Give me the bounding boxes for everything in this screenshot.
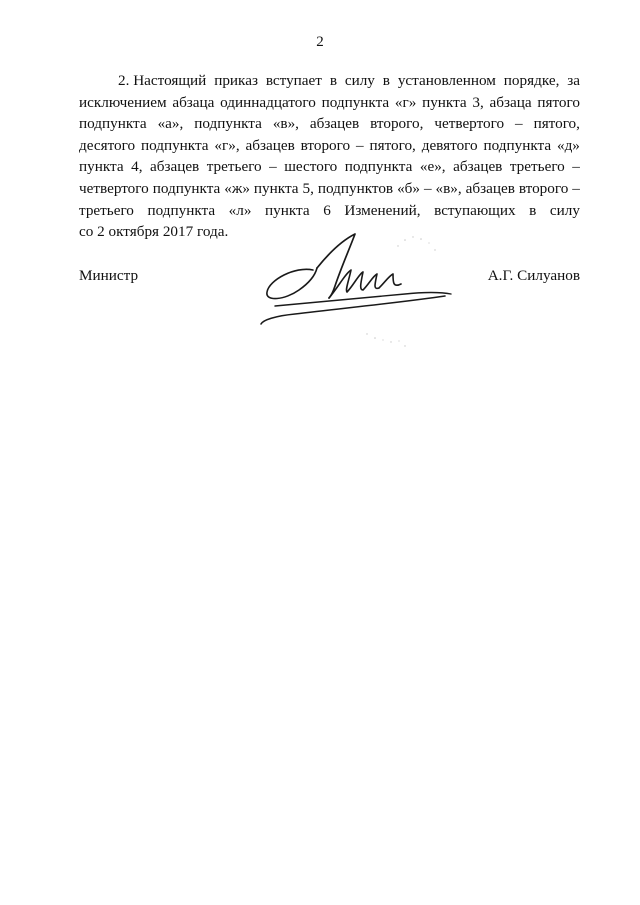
paragraph-word: подпункта — [147, 201, 216, 219]
handwritten-signature — [255, 228, 465, 358]
paragraph-word: силу — [344, 72, 375, 89]
paragraph-word: абзацев — [245, 136, 295, 154]
paragraph-line — [79, 135, 580, 157]
paragraph-word: десятого — [79, 136, 136, 154]
paragraph-word: 5, — [302, 179, 314, 197]
page-number: 2 — [316, 34, 324, 50]
paragraph-word: вступающих — [434, 201, 516, 219]
paragraph-word: 4, — [131, 158, 143, 176]
paragraph-word: порядке, — [503, 72, 560, 89]
paragraph-word: – — [572, 179, 580, 197]
paragraph-word: подпункта — [321, 93, 390, 111]
paragraph-last-line: со 2 октября 2017 года. — [79, 223, 229, 241]
paragraph-word: абзацев — [309, 115, 360, 133]
paragraph-word: 6 — [323, 201, 331, 219]
paragraph-word: третьего — [206, 158, 262, 176]
paragraph-word: – — [355, 136, 364, 154]
paragraph-word: третьего — [79, 201, 134, 219]
paragraph-word: абзацев — [465, 179, 515, 197]
paragraph-word: «д» — [556, 136, 580, 154]
stamp-trace — [366, 236, 435, 346]
paragraph-word: «л» — [228, 201, 252, 219]
paragraph-word: пятого, — [369, 136, 416, 154]
paragraph-line — [79, 200, 580, 222]
paragraph-word: приказ — [214, 72, 258, 89]
paragraph-word: подпункта — [152, 179, 221, 197]
paragraph-word: пятого, — [533, 115, 580, 133]
paragraph-word: – — [423, 179, 432, 197]
signatory-name: А.Г. Силуанов — [487, 267, 580, 284]
paragraph-word: подпункта — [194, 115, 262, 133]
paragraph-word: «в», — [435, 179, 462, 197]
paragraph-word: пункта — [422, 93, 467, 111]
paragraph-word: абзаца — [489, 93, 532, 111]
paragraph-word: «г», — [214, 136, 240, 154]
paragraph-word: установленном — [397, 72, 496, 89]
paragraph-word: пятого — [537, 93, 580, 111]
paragraph-word: шестого — [284, 158, 338, 176]
paragraph-word: «г» — [394, 93, 417, 111]
paragraph-word: абзаца — [172, 93, 215, 111]
paragraph-word: силу — [549, 201, 580, 219]
order-paragraph — [79, 70, 580, 243]
paragraph-word: абзацев — [453, 158, 503, 176]
paragraph-line — [79, 70, 580, 92]
paragraph-word: второго, — [370, 115, 424, 133]
paragraph-word: подпункта — [79, 115, 147, 133]
paragraph-word: «в», — [272, 115, 299, 133]
paragraph-word: девятого — [421, 136, 478, 154]
paragraph-word: 3, — [472, 93, 484, 111]
paragraph-word: «е», — [419, 158, 446, 176]
signature-block — [79, 266, 580, 286]
paragraph-word: четвертого — [79, 179, 149, 197]
paragraph-word: четвертого — [434, 115, 505, 133]
paragraph-word: «ж» — [224, 179, 250, 197]
paragraph-line — [79, 156, 580, 178]
paragraph-word: второго — [518, 179, 569, 197]
paragraph-word: второго — [300, 136, 351, 154]
paragraph-word: пункта — [253, 179, 299, 197]
paragraph-word: – — [572, 158, 580, 176]
paragraph-line — [79, 113, 580, 135]
paragraph-word: вступает — [265, 72, 322, 89]
paragraph-word: пункта — [265, 201, 310, 219]
paragraph-word: абзацев — [149, 158, 200, 176]
paragraph-word: пункта — [79, 158, 124, 176]
paragraph-word: одиннадцатого — [220, 93, 316, 111]
paragraph-line — [79, 178, 580, 200]
paragraph-word: – — [269, 158, 277, 176]
paragraph-word: 2. Настоящий — [118, 72, 207, 89]
paragraph-line — [79, 92, 580, 114]
paragraph-word: Изменений, — [344, 201, 421, 219]
paragraph-word: подпункта — [140, 136, 209, 154]
paragraph-word: подпункта — [344, 158, 413, 176]
paragraph-word: в — [382, 72, 390, 89]
paragraph-word: за — [567, 72, 580, 89]
paragraph-word: подпункта — [483, 136, 552, 154]
paragraph-word: в — [329, 72, 337, 89]
paragraph-word: подпунктов — [317, 179, 394, 197]
paragraph-word: исключением — [79, 93, 167, 111]
paragraph-word: «а», — [157, 115, 184, 133]
paragraph-word: в — [529, 201, 537, 219]
signatory-title: Министр — [79, 267, 139, 284]
paragraph-word: «б» — [397, 179, 420, 197]
paragraph-word: третьего — [509, 158, 565, 176]
paragraph-word: – — [515, 115, 523, 133]
